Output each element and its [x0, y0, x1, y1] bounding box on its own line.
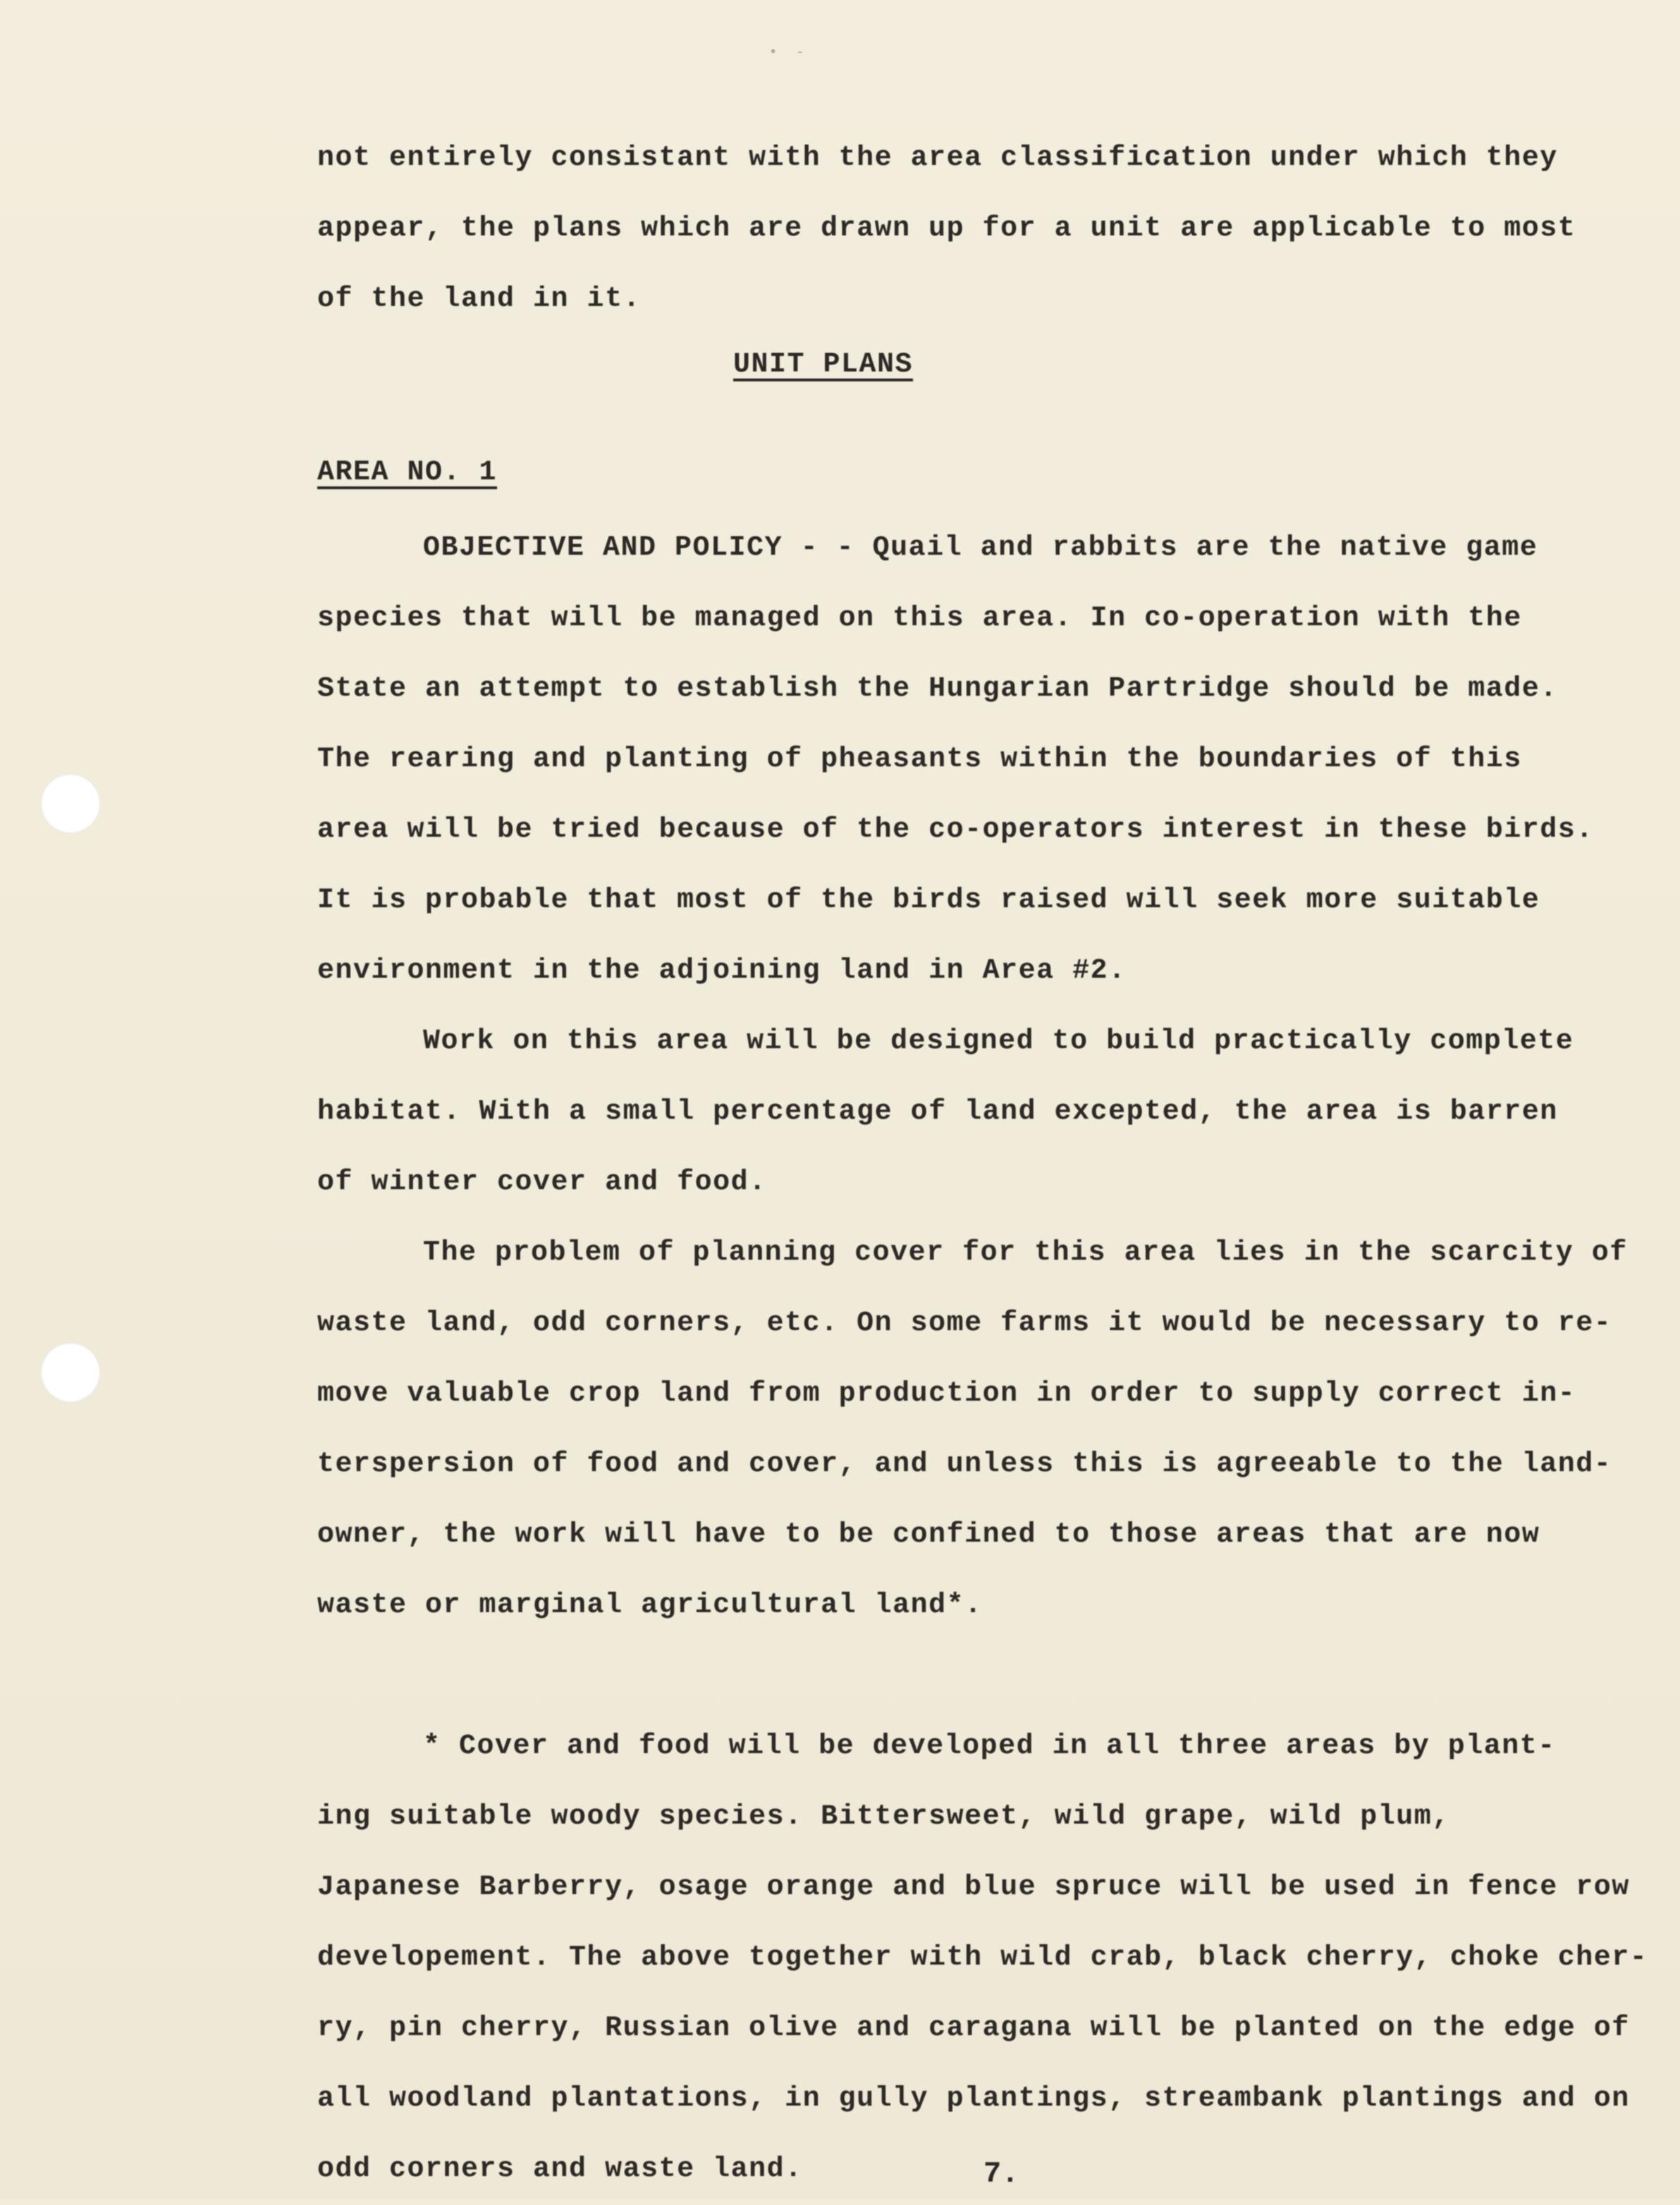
text-line: area will be tried because of the co-operators interest in these birds. [317, 814, 1594, 846]
text-line: * Cover and food will be developed in all three areas by plant- [423, 1731, 1556, 1762]
text-line: The problem of planning cover for this area lies in the scarcity of [423, 1237, 1628, 1269]
punch-hole-lower [41, 1343, 100, 1402]
area-heading: AREA NO. 1 [317, 457, 498, 489]
objective-policy-paragraph [317, 513, 1643, 1007]
text-line: The rearing and planting of pheasants within the boundaries of this [317, 744, 1522, 775]
text-line: ry, pin cherry, Russian olive and caragana will be planted on the edge of [317, 2013, 1630, 2044]
text-line: species that will be managed on this area. In co-operation with the [317, 603, 1522, 634]
planning-paragraph [317, 1218, 1643, 1641]
text-line: appear, the plans which are drawn up for a unit are applicable to most [317, 213, 1576, 245]
text-line: developement. The above together with wild crab, black cherry, choke cher- [317, 1942, 1648, 1974]
text-line: not entirely consistant with the area classification under which they [317, 142, 1558, 174]
text-line: all woodland plantations, in gully plantings, streambank plantings and on [317, 2083, 1630, 2115]
text-line: waste land, odd corners, etc. On some farms it would be necessary to re- [317, 1308, 1612, 1339]
section-heading: UNIT PLANS [733, 349, 914, 381]
page-number: 7. [983, 2157, 1019, 2191]
punch-hole-upper [41, 774, 100, 833]
text-line: habitat. With a small percentage of land excepted, the area is barren [317, 1096, 1558, 1128]
text-line: waste or marginal agricultural land*. [317, 1590, 983, 1621]
work-paragraph [317, 1007, 1643, 1218]
text-line: State an attempt to establish the Hungarian Partridge should be made. [317, 673, 1558, 705]
footnote-paragraph [317, 1712, 1648, 2205]
text-line: It is probable that most of the birds raised will seek more suitable [317, 885, 1540, 916]
text-line: Work on this area will be designed to build practically complete [423, 1026, 1574, 1057]
text-line: ing suitable woody species. Bittersweet, wild grape, wild plum, [317, 1801, 1450, 1833]
text-line: of winter cover and food. [317, 1167, 767, 1198]
text-line: OBJECTIVE AND POLICY - - Quail and rabbits are the native game [423, 532, 1538, 564]
top-mark: • - [768, 44, 809, 61]
text-line: terspersion of food and cover, and unless this is agreeable to the land- [317, 1449, 1612, 1480]
text-line: environment in the adjoining land in Area #2. [317, 955, 1127, 987]
text-line: Japanese Barberry, osage orange and blue spruce will be used in fence row [317, 1872, 1630, 1903]
text-line: owner, the work will have to be confined to those areas that are now [317, 1519, 1540, 1551]
text-line: odd corners and waste land. [317, 2154, 803, 2185]
intro-paragraph [317, 123, 1643, 335]
text-line: of the land in it. [317, 283, 642, 315]
text-line: move valuable crop land from production in order to supply correct in- [317, 1378, 1576, 1410]
